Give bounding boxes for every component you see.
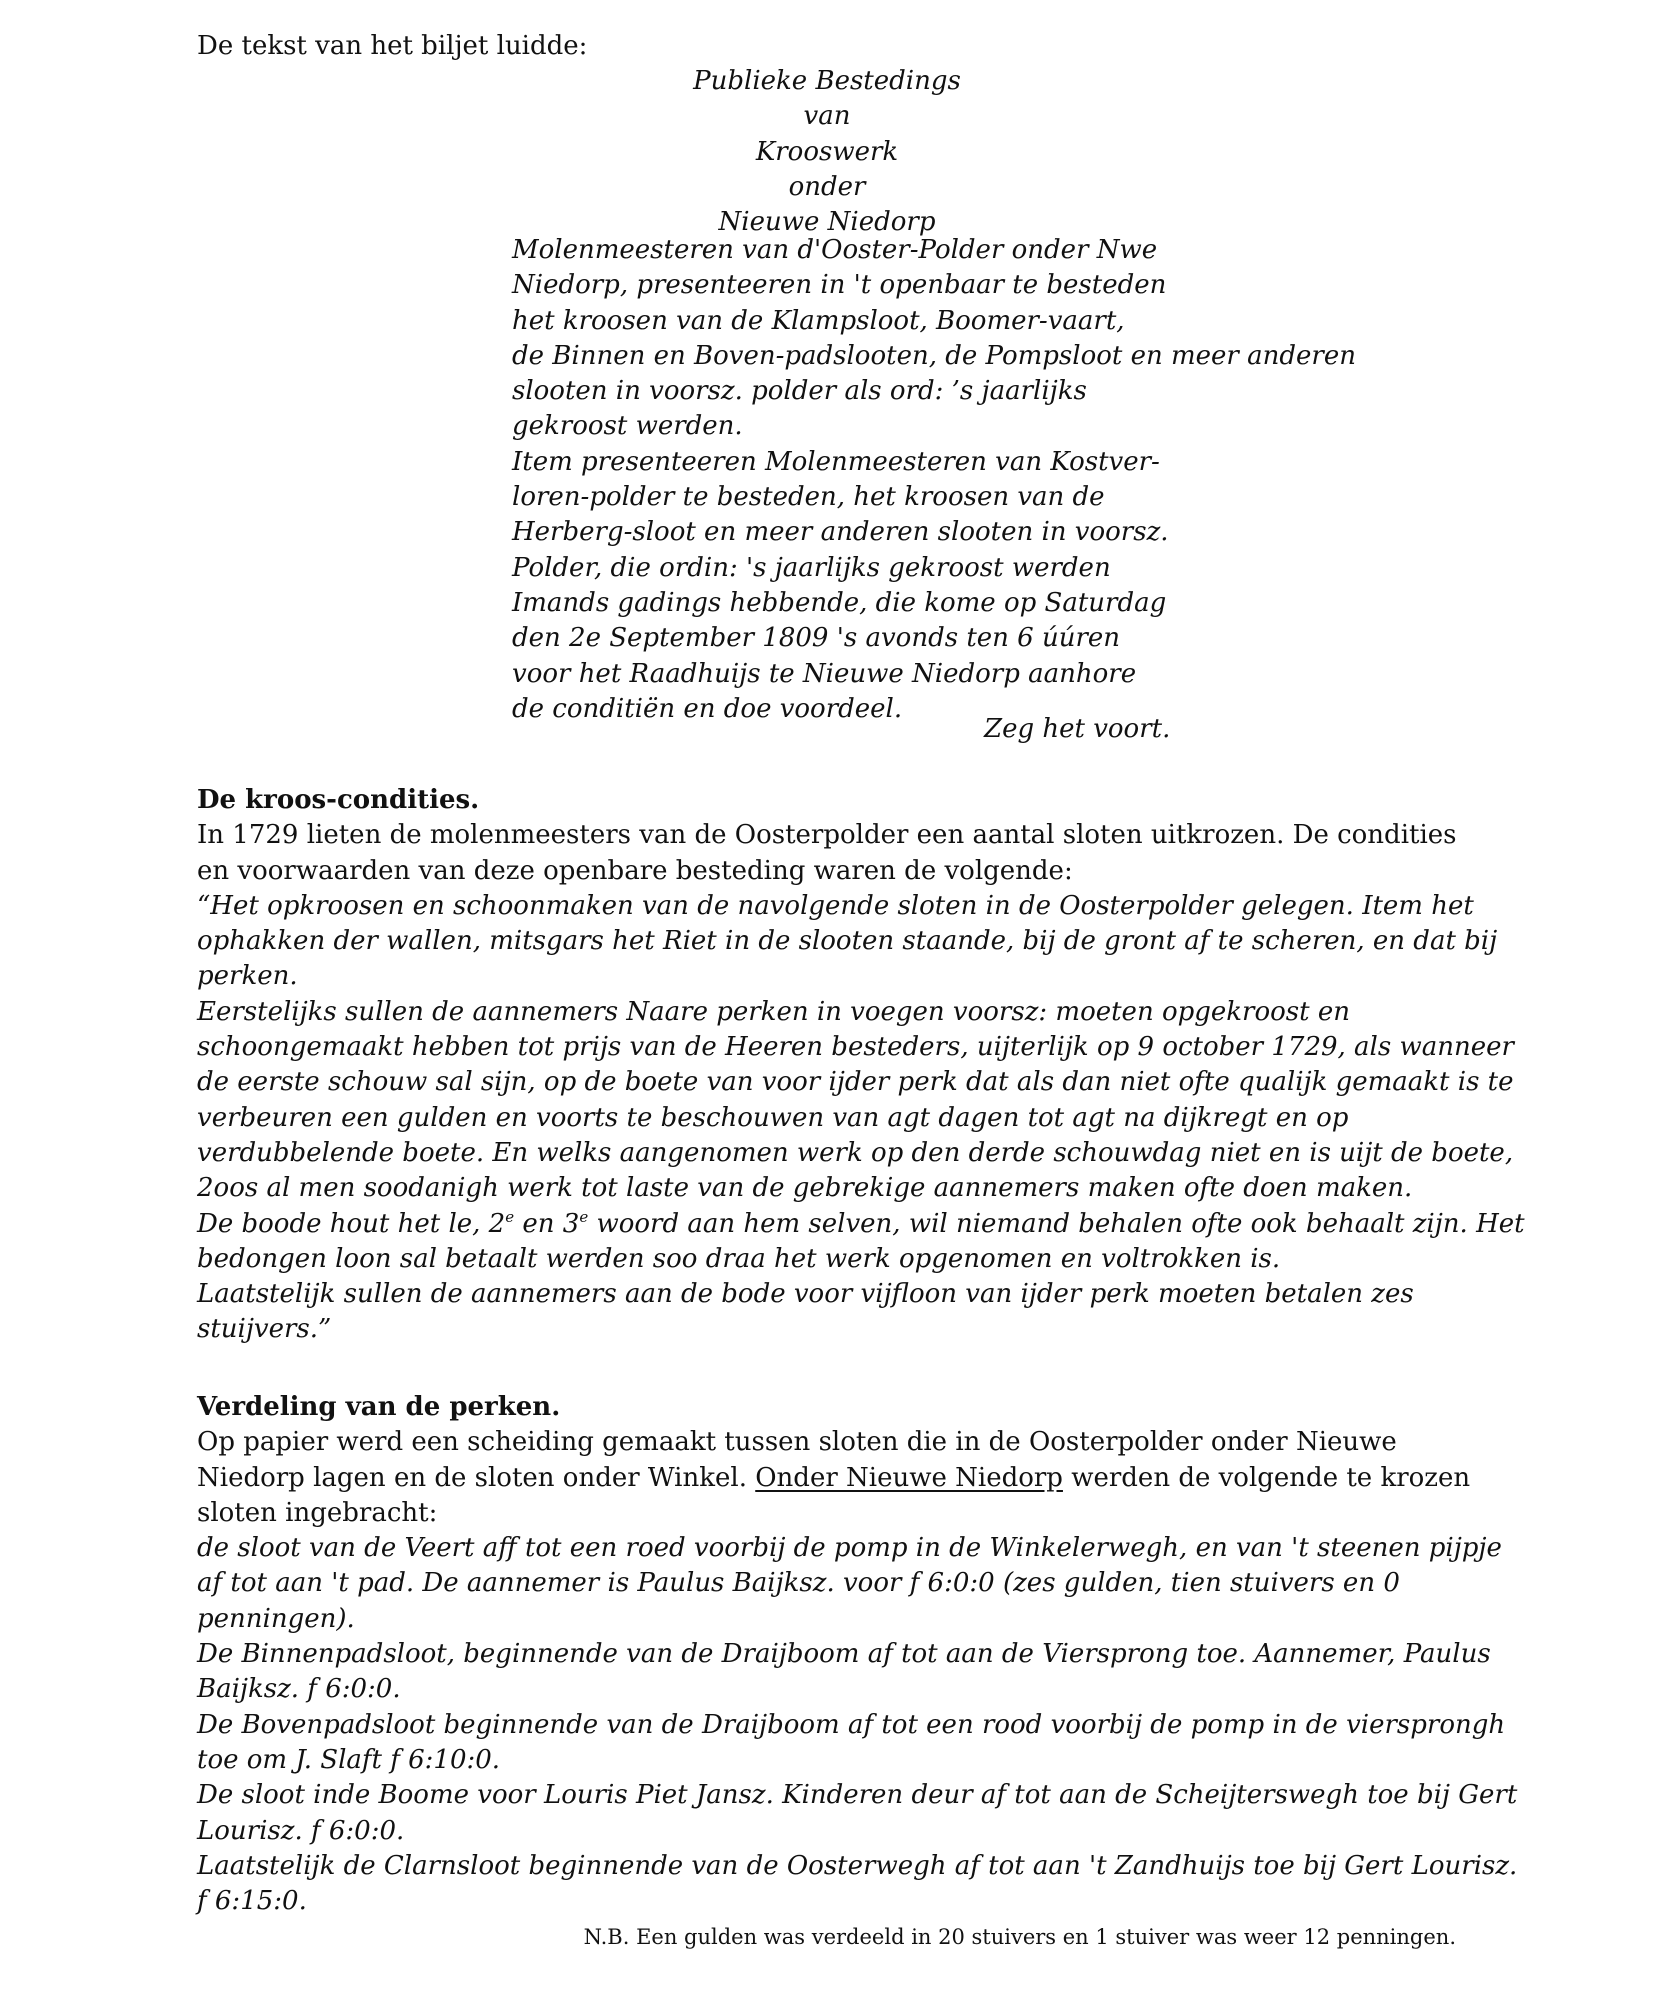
entry-line: Laatstelijk de Clarnsloot beginnende van de Oosterwegh af tot aan 't Zandhuijs toe bij Gert Lourisz. [197, 1850, 1518, 1881]
quote-line: verbeuren een gulden en voorts te beschouwen van agt dagen tot agt na dijkregt en op [197, 1102, 1349, 1133]
poster-line: de conditiën en doe voordeel. [512, 693, 903, 724]
quote-line: schoongemaakt hebben tot prijs van de Heeren besteders, uijterlijk op 9 october 1729, als wanneer [197, 1032, 1514, 1063]
poster-body [512, 233, 1356, 727]
quote-line: bedongen loon sal betaalt werden soo draa het werk opgenomen en voltrokken is. [197, 1243, 1281, 1274]
poster-line: de Binnen en Boven-padslooten, de Pompsloot en meer anderen [512, 340, 1356, 371]
quote-line: 2oos al men soodanigh werk tot laste van de gebrekige aannemers maken ofte doen maken. [197, 1173, 1413, 1204]
poster-title-line: onder [788, 171, 866, 202]
quote-fragment: De boode hout het le, 2 [197, 1208, 506, 1239]
poster-line: Herberg-sloot en meer anderen slooten in voorsz. [512, 517, 1169, 548]
poster-title-line: Nieuwe Niedorp [718, 207, 936, 238]
quote-fragment: woord aan hem selven, wil niemand behalen ofte ook behaalt zijn. Het [588, 1208, 1525, 1239]
poster-line: loren-polder te besteden, het kroosen van de [512, 482, 1105, 513]
quote-line: de eerste schouw sal sijn, op de boete van voor ijder perk dat als dan niet ofte qualijk gemaakt is te [197, 1067, 1514, 1098]
paragraph-line [197, 1461, 1471, 1496]
poster-sign-off: Zeg het voort. [984, 714, 1171, 744]
poster-line: den 2e September 1809 's avonds ten 6 úúren [512, 623, 1121, 654]
paragraph-line: Op papier werd een scheiding gemaakt tussen sloten die in de Oosterpolder onder Nieuwe [197, 1427, 1397, 1458]
paragraph-fragment: Niedorp lagen en de sloten onder Winkel. [197, 1462, 756, 1493]
paragraph-line: sloten ingebracht: [197, 1497, 438, 1528]
poster-line: Imands gadings hebbende, die kome op Saturdag [512, 587, 1167, 618]
section-heading: Verdeling van de perken. [197, 1392, 561, 1422]
quote-line [197, 1207, 1525, 1242]
poster-title-line: Publieke Bestedings [693, 66, 961, 96]
entry-line: Lourisz. f 6:0:0. [197, 1815, 405, 1846]
poster-title [197, 64, 1457, 240]
section-heading: De kroos-condities. [197, 785, 480, 815]
poster-line: gekroost werden. [512, 411, 743, 442]
paragraph-fragment: werden de volgende te krozen [1062, 1462, 1471, 1493]
section-conditions [197, 783, 1525, 1348]
entry-line: f 6:15:0. [197, 1886, 307, 1917]
entry-line: De Binnenpadsloot, beginnende van de Draijboom af tot aan de Viersprong toe. Aannemer, Paulus [197, 1639, 1491, 1670]
quote-line: ophakken der wallen, mitsgars het Riet in de slooten staande, bij de gront af te scheren, en dat bij [197, 926, 1498, 957]
poster-line: Niedorp, presenteeren in 't openbaar te besteden [512, 270, 1167, 301]
quote-line: perken. [197, 961, 298, 992]
quote-line: verdubbelende boete. En welks aangenomen werk op den derde schouwdag niet en is uijt de boete, [197, 1137, 1514, 1168]
section-division [197, 1390, 1518, 1919]
poster-line: Molenmeesteren van d'Ooster-Polder onder Nwe [512, 235, 1158, 265]
poster-line: het kroosen van de Klampsloot, Boomer-vaart, [512, 305, 1125, 336]
entry-line: penningen). [197, 1603, 355, 1634]
paragraph-line: In 1729 lieten de molenmeesters van de Oosterpolder een aantal sloten uitkrozen. De condities [197, 820, 1457, 851]
poster-line: Item presenteeren Molenmeesteren van Kostver- [512, 446, 1160, 477]
paragraph-line: en voorwaarden van deze openbare besteding waren de volgende: [197, 855, 1073, 886]
entry-line: Baijksz. f 6:0:0. [197, 1674, 401, 1705]
entry-line: toe om J. Slaft f 6:10:0. [197, 1744, 501, 1775]
poster-title-line: van [803, 101, 851, 132]
entry-line: De sloot inde Boome voor Louris Piet Jansz. Kinderen deur af tot aan de Scheijterswegh toe bij Gert [197, 1780, 1518, 1811]
poster-line: slooten in voorsz. polder als ord: ’s jaarlijks [512, 376, 1087, 407]
intro-text: De tekst van het biljet luidde: [197, 31, 588, 61]
entry-line: de sloot van de Veert aff tot een roed voorbij de pomp in de Winkelerwegh, en van 't steenen pijpje [197, 1533, 1502, 1564]
entry-line: af tot aan 't pad. De aannemer is Paulus Baijksz. voor f 6:0:0 (zes gulden, tien stuivers en 0 [197, 1568, 1400, 1599]
superscript: e [505, 1207, 515, 1226]
quote-line: stuijvers.” [197, 1314, 332, 1345]
quote-line: Laatstelijk sullen de aannemers aan de bode voor vijfloon van ijder perk moeten betalen zes [197, 1279, 1414, 1310]
quote-line: “Het opkroosen en schoonmaken van de navolgende sloten in de Oosterpolder gelegen. Item het [197, 890, 1474, 921]
quote-line: Eerstelijks sullen de aannemers Naare perken in voegen voorsz: moeten opgekroost en [197, 996, 1350, 1027]
quote-fragment: en 3 [514, 1208, 580, 1239]
poster-line: Polder, die ordin: 's jaarlijks gekroost werden [512, 552, 1111, 583]
underlined-text: Onder Nieuwe Niedorp [755, 1462, 1063, 1493]
superscript: e [579, 1207, 589, 1226]
entry-line: De Bovenpadsloot beginnende van de Draijboom af tot een rood voorbij de pomp in de viersprongh [197, 1709, 1506, 1740]
poster-line: voor het Raadhuijs te Nieuwe Niedorp aanhore [512, 658, 1137, 689]
poster-title-line: Krooswerk [755, 136, 899, 167]
footnote: N.B. Een gulden was verdeeld in 20 stuivers en 1 stuiver was weer 12 penningen. [583, 1925, 1456, 1949]
